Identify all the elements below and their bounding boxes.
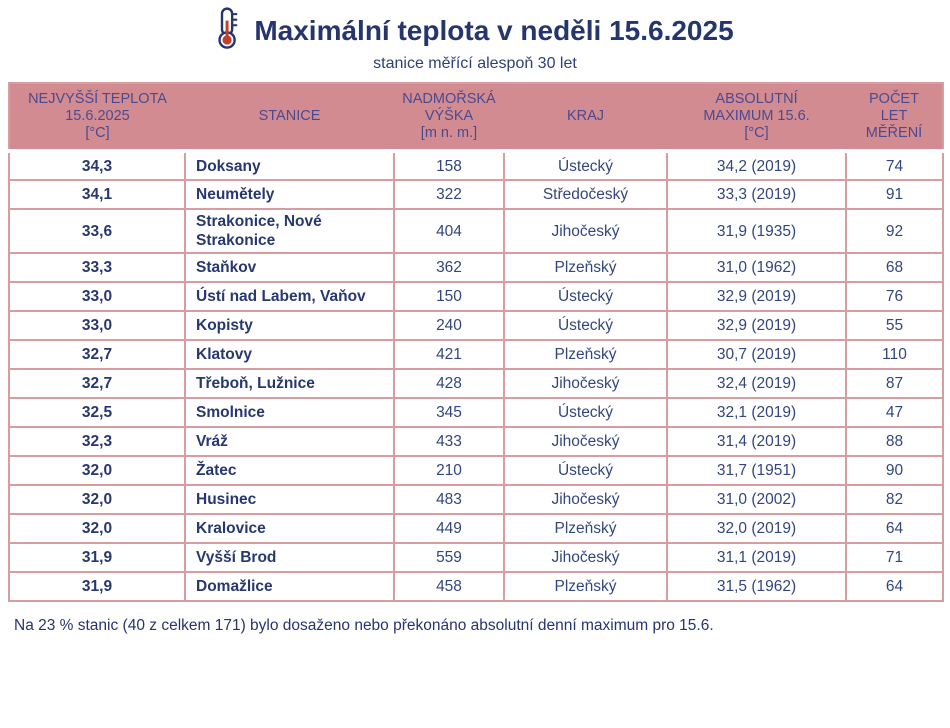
cell-abs-max: 31,7 (1951) xyxy=(667,456,846,485)
cell-years: 64 xyxy=(846,572,943,601)
cell-years: 82 xyxy=(846,485,943,514)
table-row xyxy=(9,311,943,340)
subtitle: stanice měřící alespoň 30 let xyxy=(373,55,577,72)
column-header-years: POČET LET MĚŘENÍ xyxy=(846,83,943,151)
cell-region: Plzeňský xyxy=(504,572,667,601)
cell-region: Plzeňský xyxy=(504,253,667,282)
cell-years: 64 xyxy=(846,514,943,543)
cell-max-temp: 32,3 xyxy=(9,427,185,456)
table-body xyxy=(9,151,943,601)
table-row xyxy=(9,282,943,311)
cell-abs-max: 31,5 (1962) xyxy=(667,572,846,601)
table-row xyxy=(9,209,943,253)
cell-altitude: 458 xyxy=(394,572,504,601)
cell-altitude: 421 xyxy=(394,340,504,369)
cell-region: Jihočeský xyxy=(504,485,667,514)
cell-max-temp: 33,0 xyxy=(9,282,185,311)
cell-altitude: 433 xyxy=(394,427,504,456)
cell-max-temp: 32,0 xyxy=(9,485,185,514)
table-row xyxy=(9,514,943,543)
cell-altitude: 150 xyxy=(394,282,504,311)
cell-altitude: 428 xyxy=(394,369,504,398)
cell-years: 68 xyxy=(846,253,943,282)
table-header-row xyxy=(9,83,943,151)
cell-altitude: 345 xyxy=(394,398,504,427)
cell-abs-max: 31,1 (2019) xyxy=(667,543,846,572)
cell-altitude: 449 xyxy=(394,514,504,543)
cell-station: Kopisty xyxy=(185,311,394,340)
cell-years: 110 xyxy=(846,340,943,369)
cell-station: Neumětely xyxy=(185,180,394,209)
cell-region: Ústecký xyxy=(504,456,667,485)
cell-station: Staňkov xyxy=(185,253,394,282)
cell-region: Jihočeský xyxy=(504,543,667,572)
page-title: Maximální teplota v neděli 15.6.2025 xyxy=(254,14,734,46)
column-header-abs-max: ABSOLUTNÍ MAXIMUM 15.6. [°C] xyxy=(667,83,846,151)
cell-max-temp: 32,5 xyxy=(9,398,185,427)
cell-max-temp: 33,6 xyxy=(9,209,185,253)
table-row xyxy=(9,398,943,427)
footnote: Na 23 % stanic (40 z celkem 171) bylo dosaženo nebo překonáno absolutní denní maximum pro 15.6. xyxy=(14,617,714,634)
cell-abs-max: 30,7 (2019) xyxy=(667,340,846,369)
cell-station: Vyšší Brod xyxy=(185,543,394,572)
table-row xyxy=(9,151,943,180)
cell-max-temp: 33,0 xyxy=(9,311,185,340)
cell-abs-max: 34,2 (2019) xyxy=(667,151,846,180)
cell-years: 74 xyxy=(846,151,943,180)
cell-max-temp: 33,3 xyxy=(9,253,185,282)
table-row xyxy=(9,485,943,514)
table-row xyxy=(9,253,943,282)
cell-abs-max: 31,4 (2019) xyxy=(667,427,846,456)
cell-altitude: 240 xyxy=(394,311,504,340)
column-header-altitude: NADMOŘSKÁ VÝŠKA [m n. m.] xyxy=(394,83,504,151)
cell-region: Ústecký xyxy=(504,311,667,340)
cell-region: Jihočeský xyxy=(504,369,667,398)
cell-max-temp: 31,9 xyxy=(9,543,185,572)
table-row xyxy=(9,456,943,485)
cell-max-temp: 32,7 xyxy=(9,340,185,369)
cell-abs-max: 31,0 (1962) xyxy=(667,253,846,282)
cell-years: 87 xyxy=(846,369,943,398)
cell-altitude: 404 xyxy=(394,209,504,253)
cell-region: Ústecký xyxy=(504,398,667,427)
table-row xyxy=(9,543,943,572)
cell-years: 76 xyxy=(846,282,943,311)
cell-max-temp: 31,9 xyxy=(9,572,185,601)
cell-abs-max: 32,9 (2019) xyxy=(667,282,846,311)
cell-years: 91 xyxy=(846,180,943,209)
cell-station: Třeboň, Lužnice xyxy=(185,369,394,398)
cell-region: Plzeňský xyxy=(504,514,667,543)
table-row xyxy=(9,427,943,456)
cell-region: Plzeňský xyxy=(504,340,667,369)
cell-abs-max: 32,9 (2019) xyxy=(667,311,846,340)
cell-abs-max: 31,9 (1935) xyxy=(667,209,846,253)
cell-abs-max: 32,4 (2019) xyxy=(667,369,846,398)
cell-max-temp: 32,0 xyxy=(9,456,185,485)
cell-station: Klatovy xyxy=(185,340,394,369)
cell-max-temp: 34,1 xyxy=(9,180,185,209)
cell-abs-max: 31,0 (2002) xyxy=(667,485,846,514)
cell-years: 90 xyxy=(846,456,943,485)
cell-years: 71 xyxy=(846,543,943,572)
cell-station: Smolnice xyxy=(185,398,394,427)
cell-region: Ústecký xyxy=(504,151,667,180)
cell-years: 55 xyxy=(846,311,943,340)
table-row xyxy=(9,572,943,601)
cell-years: 47 xyxy=(846,398,943,427)
cell-station: Kralovice xyxy=(185,514,394,543)
table-row xyxy=(9,340,943,369)
cell-region: Středočeský xyxy=(504,180,667,209)
cell-altitude: 210 xyxy=(394,456,504,485)
cell-abs-max: 32,0 (2019) xyxy=(667,514,846,543)
cell-abs-max: 33,3 (2019) xyxy=(667,180,846,209)
cell-station: Husinec xyxy=(185,485,394,514)
cell-altitude: 559 xyxy=(394,543,504,572)
cell-station: Vráž xyxy=(185,427,394,456)
column-header-max-temp: NEJVYŠŠÍ TEPLOTA 15.6.2025 [°C] xyxy=(9,83,185,151)
cell-station: Doksany xyxy=(185,151,394,180)
cell-altitude: 158 xyxy=(394,151,504,180)
column-header-station: STANICE xyxy=(185,83,394,151)
cell-altitude: 322 xyxy=(394,180,504,209)
cell-station: Strakonice, Nové Strakonice xyxy=(185,209,394,253)
cell-region: Jihočeský xyxy=(504,427,667,456)
cell-region: Ústecký xyxy=(504,282,667,311)
table-row xyxy=(9,369,943,398)
cell-station: Domažlice xyxy=(185,572,394,601)
cell-altitude: 483 xyxy=(394,485,504,514)
cell-station: Žatec xyxy=(185,456,394,485)
temperature-table xyxy=(8,82,944,602)
cell-abs-max: 32,1 (2019) xyxy=(667,398,846,427)
cell-altitude: 362 xyxy=(394,253,504,282)
cell-station: Ústí nad Labem, Vaňov xyxy=(185,282,394,311)
thermometer-icon xyxy=(216,6,240,55)
cell-years: 88 xyxy=(846,427,943,456)
table-row xyxy=(9,180,943,209)
cell-max-temp: 34,3 xyxy=(9,151,185,180)
page-header xyxy=(0,0,950,48)
cell-region: Jihočeský xyxy=(504,209,667,253)
column-header-region: KRAJ xyxy=(504,83,667,151)
cell-max-temp: 32,7 xyxy=(9,369,185,398)
cell-years: 92 xyxy=(846,209,943,253)
cell-max-temp: 32,0 xyxy=(9,514,185,543)
